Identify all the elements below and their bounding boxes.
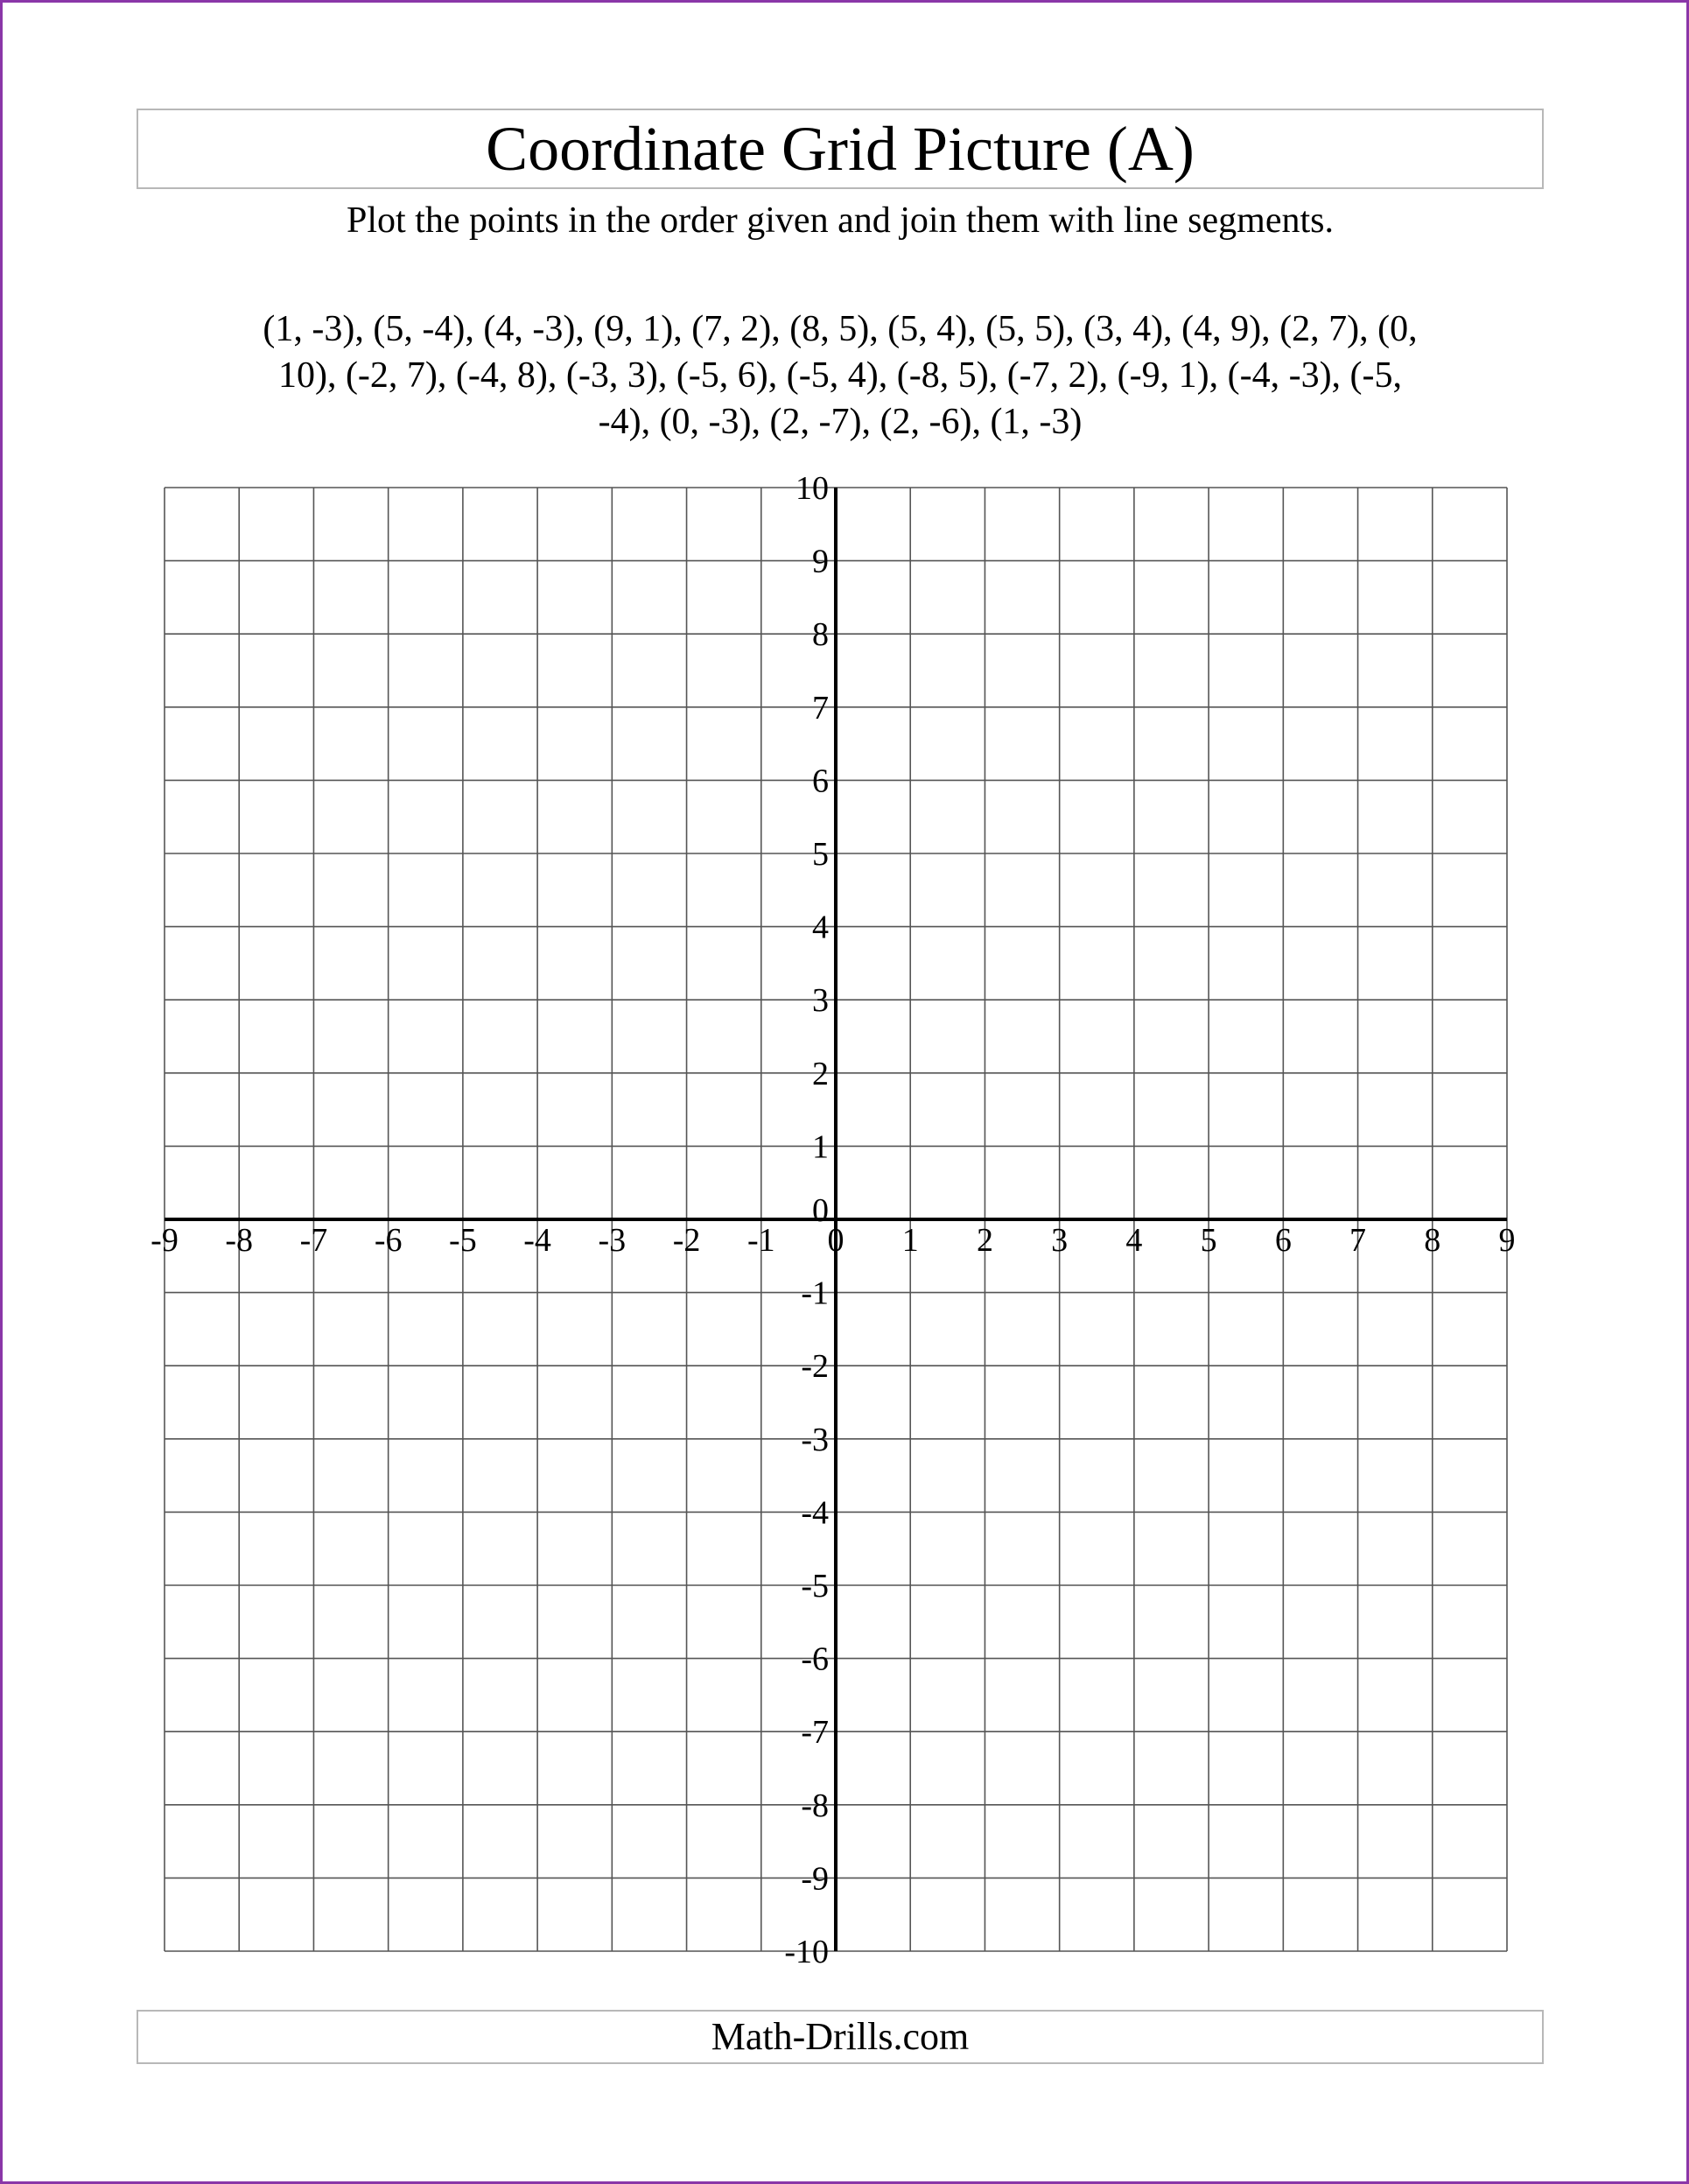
y-tick-label: 9 — [812, 543, 829, 580]
y-tick-label: -5 — [801, 1568, 829, 1605]
y-tick-label: 1 — [812, 1128, 829, 1166]
y-tick-label: -6 — [801, 1640, 829, 1678]
y-tick-label: 3 — [812, 982, 829, 1020]
y-tick-label: -3 — [801, 1421, 829, 1458]
x-tick-label: -6 — [374, 1222, 403, 1259]
y-tick-label: 10 — [795, 470, 829, 507]
x-tick-label: -2 — [672, 1222, 701, 1259]
y-tick-label: -10 — [784, 1934, 829, 1970]
y-tick-label: 5 — [812, 836, 829, 873]
footer-text: Math-Drills.com — [711, 2015, 970, 2058]
footer-box — [137, 2010, 1544, 2064]
y-tick-label: -1 — [801, 1275, 829, 1312]
x-tick-label: -1 — [746, 1222, 775, 1259]
y-tick-label: 2 — [812, 1055, 829, 1092]
points-line: -4), (0, -3), (2, -7), (2, -6), (1, -3) — [598, 402, 1083, 442]
x-tick-label: -7 — [299, 1222, 328, 1259]
worksheet-title: Coordinate Grid Picture (A) — [486, 114, 1195, 184]
y-tick-label: 8 — [812, 616, 829, 654]
y-tick-label: -8 — [801, 1787, 829, 1824]
x-tick-label: 7 — [1349, 1222, 1367, 1259]
x-tick-label: -5 — [449, 1222, 477, 1259]
x-tick-label: 6 — [1274, 1222, 1292, 1259]
x-tick-label: 9 — [1498, 1222, 1516, 1259]
x-tick-label: 4 — [1125, 1222, 1143, 1259]
y-tick-label: 7 — [812, 689, 829, 727]
y-tick-label: 0 — [812, 1192, 829, 1229]
y-tick-label: -2 — [801, 1348, 829, 1386]
x-tick-label: 0 — [827, 1222, 844, 1259]
y-tick-label: 4 — [812, 909, 829, 946]
points-line: (1, -3), (5, -4), (4, -3), (9, 1), (7, 2), (8, 5), (5, 4), (5, 5), (3, 4), (4, 9), (2, 7), (0, — [263, 309, 1418, 349]
instructions-text: Plot the points in the order given and join them with line segments. — [346, 200, 1334, 241]
x-tick-label: 1 — [901, 1222, 919, 1259]
x-tick-label: -3 — [598, 1222, 627, 1259]
x-tick-label: 2 — [976, 1222, 993, 1259]
x-tick-label: 3 — [1051, 1222, 1069, 1259]
x-tick-label: -4 — [523, 1222, 551, 1259]
y-tick-label: -7 — [801, 1714, 829, 1752]
points-line: 10), (-2, 7), (-4, 8), (-3, 3), (-5, 6), (-5, 4), (-8, 5), (-7, 2), (-9, 1), (-4, -3), (-5, — [277, 355, 1403, 396]
y-tick-label: 6 — [812, 762, 829, 800]
x-tick-label: 5 — [1200, 1222, 1217, 1259]
x-tick-label: -9 — [151, 1222, 179, 1259]
x-tick-label: -8 — [225, 1222, 254, 1259]
y-tick-label: -9 — [801, 1860, 829, 1898]
y-tick-label: -4 — [801, 1494, 829, 1532]
x-tick-label: 8 — [1424, 1222, 1441, 1259]
